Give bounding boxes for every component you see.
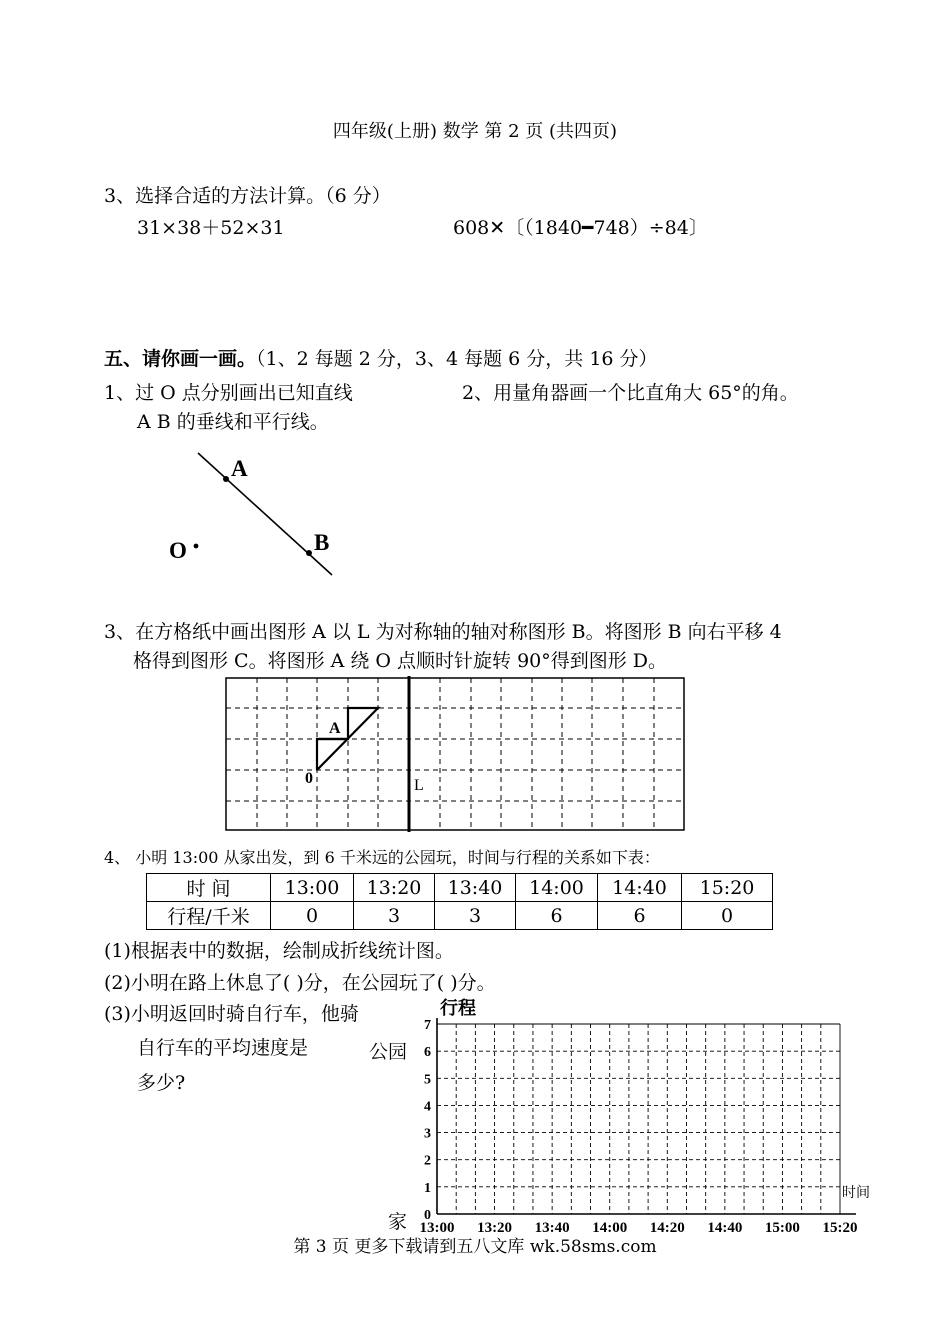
- y-tick-label: 1: [424, 1180, 431, 1196]
- y-annotation: 家: [387, 1212, 407, 1233]
- axis-l-label: L: [414, 777, 424, 794]
- table-cell: 3: [354, 902, 435, 930]
- q3-expression-1: 31×38＋52×31: [137, 217, 285, 239]
- y-annotation: 公园: [368, 1042, 407, 1064]
- y-axis-title: 行程: [440, 998, 476, 1018]
- y-tick-label: 4: [424, 1099, 431, 1115]
- x-tick-label: 14:20: [649, 1220, 685, 1236]
- q5-3-line2: 格得到图形 C。将图形 A 绕 O 点顺时针旋转 90°得到图形 D。: [133, 650, 668, 672]
- q5-4-sub2: (2)小明在路上休息了( )分，在公园玩了( )分。: [104, 972, 496, 994]
- chart-grid: [437, 1024, 840, 1214]
- table-cell: 0: [271, 902, 354, 930]
- x-tick-label: 13:40: [534, 1220, 570, 1236]
- table-cell: 0: [682, 902, 773, 930]
- x-tick-label: 14:00: [592, 1220, 628, 1236]
- table-cell: 6: [516, 902, 598, 930]
- table-cell: 13:00: [271, 874, 354, 902]
- table-row: [147, 902, 773, 930]
- section-5-heading: 五、请你画一画。: [104, 348, 257, 370]
- q5-4-sub3-line3: 多少?: [137, 1072, 186, 1094]
- q5-4-sub3-line2: 自行车的平均速度是: [137, 1037, 309, 1059]
- table-cell: 13:40: [435, 874, 516, 902]
- q3-title: 3、选择合适的方法计算。（6 分）: [104, 185, 391, 207]
- q5-1-line2: A B 的垂线和平行线。: [137, 411, 329, 433]
- page-footer: 第 3 页 更多下载请到五八文库 wk.58sms.com: [293, 1237, 657, 1257]
- x-tick-label: 13:00: [419, 1220, 455, 1236]
- time-distance-table: [146, 873, 773, 930]
- line-chart: [360, 990, 880, 1250]
- y-tick-label: 6: [424, 1045, 431, 1061]
- chart-labels: [369, 997, 870, 1236]
- x-tick-label: 15:20: [822, 1220, 858, 1236]
- point-b-label: B: [314, 530, 330, 555]
- x-axis-title: 时间: [842, 1186, 870, 1201]
- q5-4-sub3-line1: (3)小明返回时骑自行车，他骑: [104, 1003, 359, 1025]
- table-cell: 15:20: [682, 874, 773, 902]
- table-cell: 3: [435, 902, 516, 930]
- point-0-label: 0: [305, 770, 313, 787]
- q5-1-line1: 1、过 O 点分别画出已知直线: [104, 382, 353, 404]
- table-cell: 14:40: [598, 874, 682, 902]
- point-a-label: A: [231, 456, 248, 481]
- table-cell: 时 间: [147, 874, 271, 902]
- q5-4-intro: 4、 小明 13:00 从家出发，到 6 千米远的公园玩，时间与行程的关系如下表：: [104, 848, 660, 867]
- table-cell: 6: [598, 902, 682, 930]
- shape-a-label: A: [329, 720, 341, 737]
- q5-3-line1: 3、在方格纸中画出图形 A 以 L 为对称轴的轴对称图形 B。将图形 B 向右平移 4: [104, 621, 782, 643]
- table-cell: 行程/千米: [147, 902, 271, 930]
- q5-2: 2、用量角器画一个比直角大 65°的角。: [462, 382, 799, 404]
- x-tick-label: 13:20: [477, 1220, 513, 1236]
- section-5-title: [104, 344, 658, 371]
- section-5-score: （1、2 每题 2 分，3、4 每题 6 分，共 16 分）: [256, 348, 658, 370]
- table-cell: 14:00: [516, 874, 598, 902]
- q5-4-sub1: (1)根据表中的数据，绘制成折线统计图。: [104, 940, 454, 962]
- line-ab-figure: [160, 445, 360, 585]
- y-tick-label: 5: [424, 1072, 431, 1088]
- y-tick-label: 3: [424, 1126, 431, 1142]
- page-header: 四年级(上册) 数学 第 2 页 (共四页): [332, 121, 618, 142]
- x-tick-label: 14:40: [707, 1220, 743, 1236]
- y-tick-label: 0: [424, 1208, 431, 1223]
- table-cell: 13:20: [354, 874, 435, 902]
- q3-expression-2: 608✕〔（1840━748）÷84〕: [453, 217, 708, 239]
- point-o-label: O: [169, 538, 187, 563]
- y-tick-label: 2: [424, 1153, 431, 1169]
- x-tick-label: 15:00: [764, 1220, 800, 1236]
- symmetry-grid: [222, 675, 692, 835]
- chart-axes: [437, 1018, 856, 1214]
- y-tick-label: 7: [424, 1018, 431, 1033]
- table-row: [147, 874, 773, 902]
